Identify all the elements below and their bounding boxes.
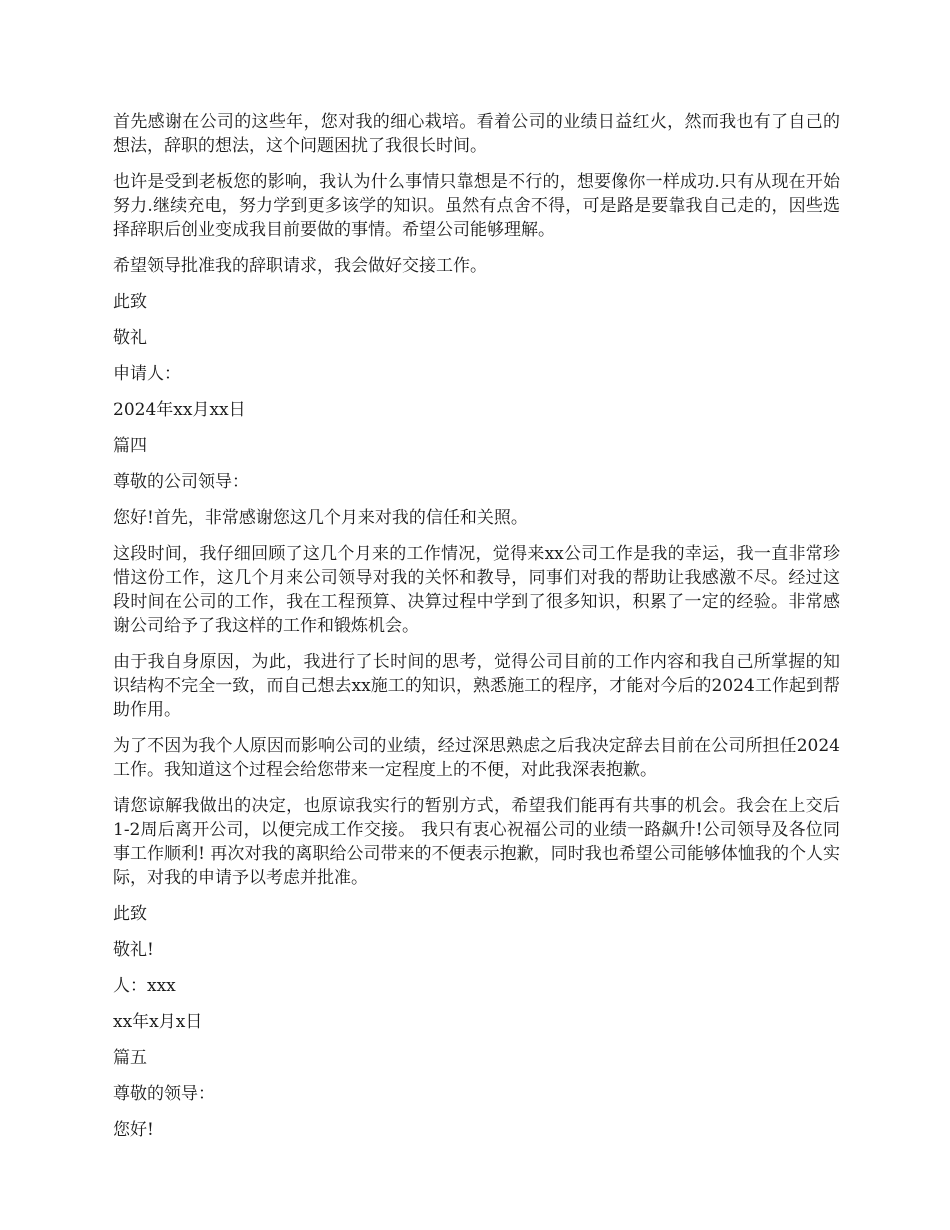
paragraph: 首先感谢在公司的这些年，您对我的细心栽培。看着公司的业绩日益红火，然而我也有了自己的想法，辞职的想法，这个问题困扰了我很长时间。	[113, 112, 840, 156]
paragraph: 请您谅解我做出的决定，也原谅我实行的暂别方式，希望我们能再有共事的机会。我会在上交后1-2周后离开公司，以便完成工作交接。 我只有衷心祝福公司的业绩一路飙升!公司领导及各位同事工作顺利! 再次对我的离职给公司带来的不便表示抱歉，同时我也希望公司能够体恤我的个人实际，对我的申请予以考虑并批准。	[113, 796, 840, 888]
salutation-regards: 敬礼	[113, 328, 147, 348]
paragraph: 希望领导批准我的辞职请求，我会做好交接工作。	[113, 256, 487, 276]
section-heading: 篇五	[113, 1048, 147, 1068]
date-line: xx年x月x日	[113, 1012, 203, 1032]
section-heading: 篇四	[113, 436, 147, 456]
date-line: 2024年xx月xx日	[113, 400, 246, 420]
signer-line: 人：xxx	[113, 976, 176, 996]
greeting: 尊敬的领导：	[113, 1084, 215, 1104]
applicant-label: 申请人：	[113, 364, 181, 384]
paragraph: 您好!首先，非常感谢您这几个月来对我的信任和关照。	[113, 508, 528, 528]
paragraph: 由于我自身原因，为此，我进行了长时间的思考，觉得公司目前的工作内容和我自己所掌握的知识结构不完全一致，而自己想去xx施工的知识，熟悉施工的程序，才能对今后的2024工作起到帮助作用。	[113, 652, 840, 720]
paragraph: 为了不因为我个人原因而影响公司的业绩，经过深思熟虑之后我决定辞去目前在公司所担任2024工作。我知道这个过程会给您带来一定程度上的不便，对此我深表抱歉。	[113, 736, 840, 780]
salutation-closing: 此致	[113, 292, 147, 312]
paragraph: 您好!	[113, 1120, 154, 1140]
paragraph: 这段时间，我仔细回顾了这几个月来的工作情况，觉得来xx公司工作是我的幸运，我一直非常珍惜这份工作，这几个月来公司领导对我的关怀和教导，同事们对我的帮助让我感激不尽。经过这段时间在公司的工作，我在工程预算、决算过程中学到了很多知识，积累了一定的经验。非常感谢公司给予了我这样的工作和锻炼机会。	[113, 544, 840, 636]
greeting: 尊敬的公司领导：	[113, 472, 249, 492]
salutation-regards: 敬礼!	[113, 940, 154, 960]
paragraph: 也许是受到老板您的影响，我认为什么事情只靠想是不行的，想要像你一样成功.只有从现在开始努力.继续充电，努力学到更多该学的知识。虽然有点舍不得，可是路是要靠我自己走的，因些选择辞职后创业变成我目前要做的事情。希望公司能够理解。	[113, 172, 840, 240]
salutation-closing: 此致	[113, 904, 147, 924]
